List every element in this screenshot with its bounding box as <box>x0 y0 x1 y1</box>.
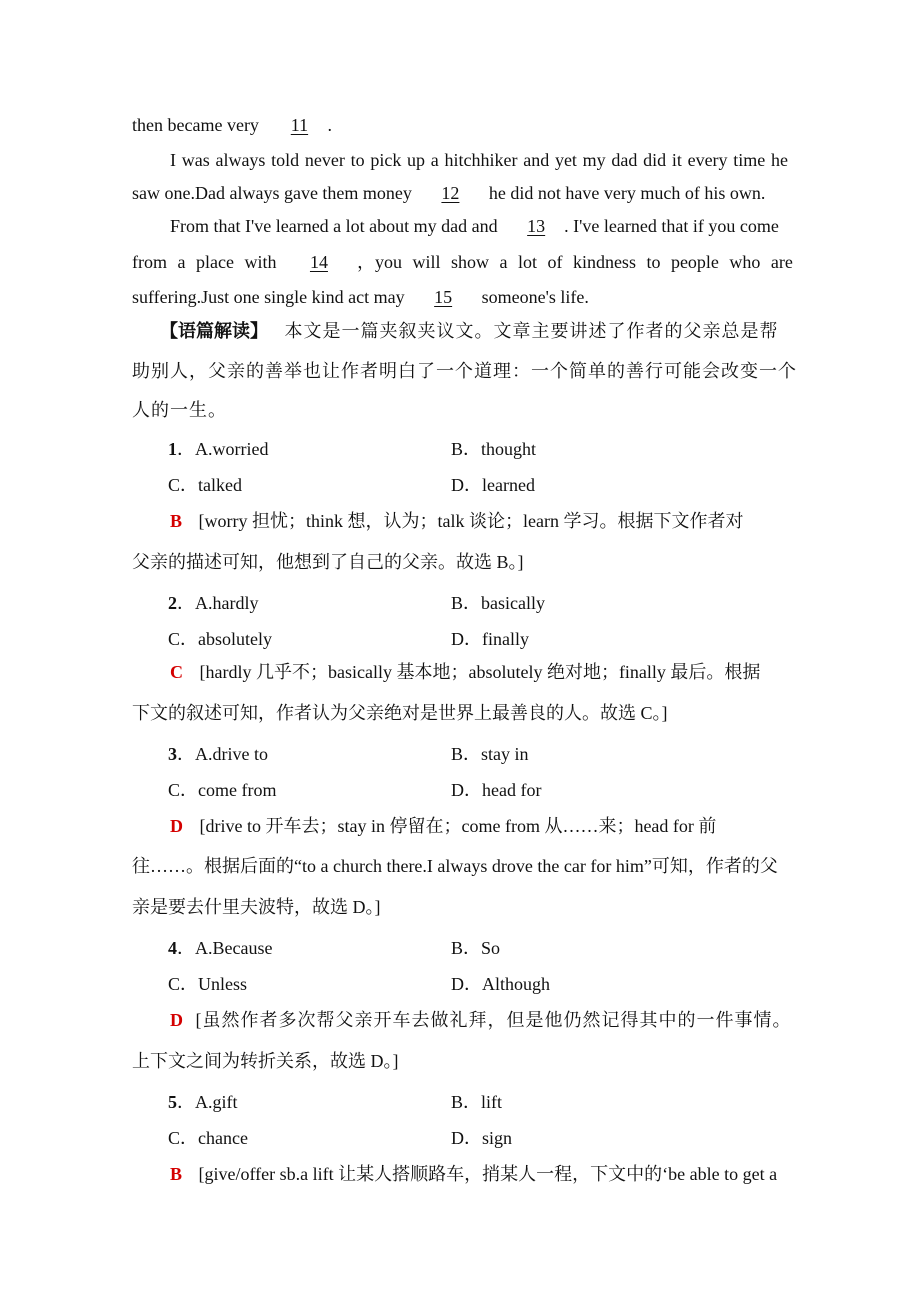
q4-option-a: 4．A.Because <box>168 938 273 958</box>
q1-answer: B <box>170 511 183 531</box>
passage-text: . I've learned that if you come <box>564 216 779 236</box>
analysis-line-2: 助别人，父亲的善举也让作者明白了一个道理：一个简单的善行可能会改变一个 <box>132 361 797 381</box>
q3-option-b: B．stay in <box>451 744 529 764</box>
q4-explanation-line-2: 上下文之间为转折关系，故选 D。] <box>132 1051 399 1071</box>
q3-explanation: [drive to 开车去；stay in 停留在；come from 从……来；head for 前 <box>199 816 717 836</box>
passage-text: from a place with <box>132 252 277 272</box>
q3-answer: D <box>170 816 183 836</box>
q4-answer: D <box>170 1010 183 1030</box>
passage-text: then became very <box>132 115 259 135</box>
q2-answer: C <box>170 662 183 682</box>
blank-13: 13 <box>527 216 546 236</box>
q2-explanation-line-2: 下文的叙述可知，作者认为父亲绝对是世界上最善良的人。故选 C。] <box>132 703 668 723</box>
q4-explanation: [虽然作者多次帮父亲开车去做礼拜，但是他仍然记得其中的一件事情。 <box>195 1010 792 1030</box>
q5-option-a: 5．A.gift <box>168 1092 238 1112</box>
passage-line-5 <box>132 249 802 275</box>
q5-explanation-line-1 <box>170 1161 840 1187</box>
passage-text: saw one.Dad always gave them money <box>132 183 412 203</box>
passage-line-6 <box>132 284 802 310</box>
passage-line-2: I was always told never to pick up a hitchhiker and yet my dad did it every time he <box>170 150 788 170</box>
passage-line-3 <box>132 180 802 206</box>
passage-text: someone's life. <box>481 287 589 307</box>
passage-text: ，you will show a lot of kindness to people who are <box>356 252 793 272</box>
q3-explanation-line-3: 亲是要去什里夫波特，故选 D。] <box>132 897 381 917</box>
q5-option-b: B．lift <box>451 1092 503 1112</box>
q5-explanation: [give/offer sb.a lift 让某人搭顺路车，捎某人一程，下文中的‘be able to get a <box>198 1164 778 1184</box>
q3-option-a: 3．A.drive to <box>168 744 268 764</box>
q1-explanation: [worry 担忧；think 想，认为；talk 谈论；learn 学习。根据下文作者对 <box>198 511 744 531</box>
q2-option-b: B．basically <box>451 593 545 613</box>
passage-line-1 <box>132 112 802 138</box>
q1-explanation-line-1 <box>170 508 840 534</box>
passage-text: From that I've learned a lot about my dad and <box>170 216 498 236</box>
q3-explanation-line-2: 往……。根据后面的“to a church there.I always drove the car for him”可知，作者的父 <box>132 856 778 876</box>
q2-option-c: C．absolutely <box>168 629 272 649</box>
passage-line-4 <box>170 213 840 239</box>
analysis-line-3: 人的一生。 <box>132 400 227 420</box>
blank-12: 12 <box>441 183 460 203</box>
q2-explanation: [hardly 几乎不；basically 基本地；absolutely 绝对地；finally 最后。根据 <box>199 662 761 682</box>
q5-answer: B <box>170 1164 183 1184</box>
q3-option-d: D．head for <box>451 780 542 800</box>
q4-option-d: D．Although <box>451 974 550 994</box>
q5-option-c: C．chance <box>168 1128 248 1148</box>
q3-option-c: C．come from <box>168 780 277 800</box>
analysis-line-1 <box>160 318 830 344</box>
q4-option-c: C．Unless <box>168 974 248 994</box>
q1-explanation-line-2: 父亲的描述可知，他想到了自己的父亲。故选 B。] <box>132 552 524 572</box>
q1-option-d: D．learned <box>451 475 535 495</box>
q1-option-a: 1．A.worried <box>168 439 269 459</box>
analysis-text: 本文是一篇夹叙夹议文。文章主要讲述了作者的父亲总是帮 <box>284 321 779 341</box>
q2-option-d: D．finally <box>451 629 529 649</box>
analysis-label: 【语篇解读】 <box>160 321 268 341</box>
q4-explanation-line-1 <box>170 1007 840 1033</box>
blank-14: 14 <box>309 252 328 272</box>
blank-15: 15 <box>434 287 453 307</box>
q4-option-b: B．So <box>451 938 501 958</box>
q1-option-c: C．talked <box>168 475 242 495</box>
q2-explanation-line-1 <box>170 659 840 685</box>
q2-option-a: 2．A.hardly <box>168 593 259 613</box>
q3-explanation-line-1 <box>170 813 840 839</box>
passage-text: suffering.Just one single kind act may <box>132 287 405 307</box>
q1-option-b: B．thought <box>451 439 537 459</box>
blank-11: 11 <box>290 115 309 135</box>
q5-option-d: D．sign <box>451 1128 513 1148</box>
passage-text: . <box>327 115 332 135</box>
passage-text: he did not have very much of his own. <box>488 183 766 203</box>
